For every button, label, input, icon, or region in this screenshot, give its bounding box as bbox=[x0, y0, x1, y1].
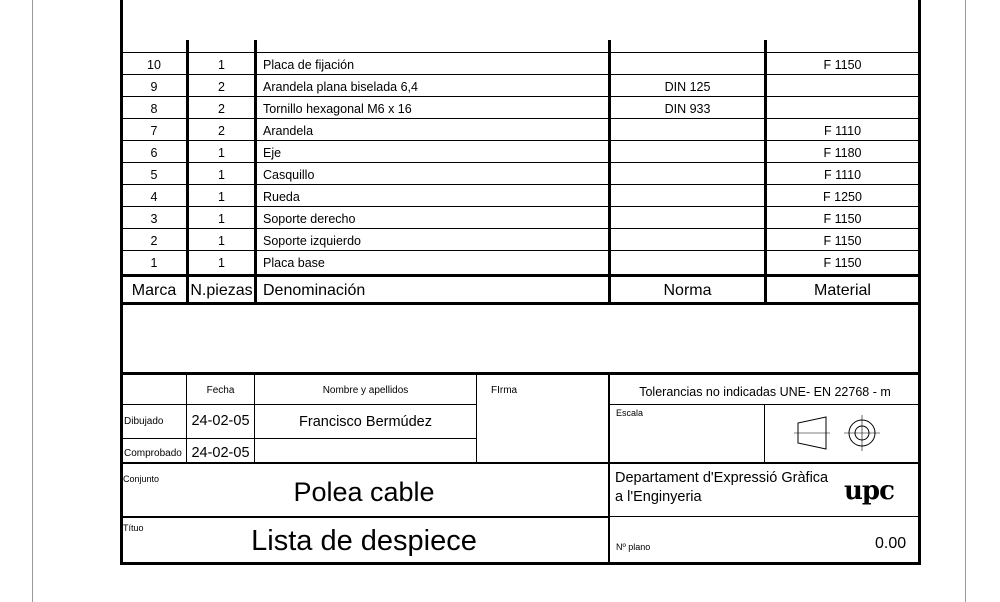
nplano-label: Nº plano bbox=[616, 542, 651, 552]
part-piezas: 1 bbox=[218, 234, 225, 248]
part-marca: 4 bbox=[150, 190, 158, 204]
part-norma: DIN 933 bbox=[664, 102, 711, 116]
upc-logo: upc bbox=[844, 476, 894, 506]
projection-symbol-icon bbox=[796, 415, 886, 455]
tb-hline-titulo bbox=[120, 516, 610, 518]
part-piezas: 1 bbox=[218, 146, 225, 160]
part-marca: 3 bbox=[150, 212, 158, 226]
part-denominacion: Soporte izquierdo bbox=[263, 234, 361, 248]
part-piezas: 1 bbox=[218, 168, 225, 182]
part-marca: 2 bbox=[150, 234, 158, 248]
part-material: F 1150 bbox=[823, 234, 862, 248]
part-denominacion: Soporte derecho bbox=[263, 212, 356, 226]
col-sep-piezas bbox=[254, 40, 257, 304]
part-denominacion: Placa base bbox=[263, 256, 325, 270]
part-row-line bbox=[120, 228, 921, 229]
header-marca: Marca bbox=[131, 282, 177, 299]
frame-right-border bbox=[918, 0, 921, 565]
tb-hline-conjunto bbox=[120, 462, 921, 464]
nplano-value: 0.00 bbox=[875, 535, 907, 552]
dibujado-nombre: Francisco Bermúdez bbox=[299, 414, 432, 430]
part-material: F 1250 bbox=[823, 190, 862, 204]
dibujado-fecha: 24-02-05 bbox=[191, 413, 250, 429]
part-row-line bbox=[120, 74, 921, 75]
departamento-line2: a l'Enginyeria bbox=[615, 489, 702, 505]
part-row-line bbox=[120, 140, 921, 141]
part-material: F 1150 bbox=[823, 256, 862, 270]
col-sep-denominacion bbox=[608, 40, 611, 304]
tb-vline-3 bbox=[476, 374, 477, 464]
dibujado-label: Dibujado bbox=[124, 416, 164, 427]
tb-hline-fecha bbox=[120, 404, 476, 405]
titulo-label: Títuo bbox=[123, 523, 144, 533]
comprobado-label: Comprobado bbox=[124, 448, 182, 459]
part-piezas: 2 bbox=[218, 102, 225, 116]
part-denominacion: Casquillo bbox=[263, 168, 315, 182]
header-piezas: N.piezas bbox=[190, 282, 253, 299]
tolerancias-label: Tolerancias no indicadas UNE- EN 22768 - m bbox=[639, 385, 891, 399]
conjunto-value: Polea cable bbox=[293, 477, 435, 507]
conjunto-label: Conjunto bbox=[123, 474, 160, 484]
header-material: Material bbox=[814, 282, 871, 299]
header-top-line bbox=[120, 274, 921, 277]
part-denominacion: Arandela bbox=[263, 124, 314, 138]
header-norma: Norma bbox=[663, 282, 712, 299]
part-piezas: 1 bbox=[218, 190, 225, 204]
header-denominacion: Denominación bbox=[263, 282, 366, 299]
frame-bottom-border bbox=[120, 562, 921, 565]
header-bottom-line bbox=[120, 302, 921, 305]
part-piezas: 1 bbox=[218, 256, 225, 270]
part-piezas: 1 bbox=[218, 212, 225, 226]
titleblock-top-line bbox=[120, 372, 921, 375]
part-piezas: 1 bbox=[218, 58, 225, 72]
part-row-line bbox=[120, 206, 921, 207]
part-material: F 1180 bbox=[823, 146, 862, 160]
part-denominacion: Placa de fijación bbox=[263, 58, 355, 72]
part-row-line bbox=[120, 250, 921, 251]
part-denominacion: Tornillo hexagonal M6 x 16 bbox=[263, 102, 412, 116]
part-marca: 9 bbox=[150, 80, 158, 94]
part-marca: 1 bbox=[150, 256, 158, 270]
comprobado-fecha: 24-02-05 bbox=[191, 445, 250, 461]
part-material: F 1150 bbox=[823, 212, 862, 226]
part-marca: 10 bbox=[147, 58, 161, 72]
part-row-line bbox=[120, 52, 921, 53]
part-marca: 5 bbox=[150, 168, 158, 182]
part-material: F 1110 bbox=[823, 124, 862, 138]
firma-label: FIrma bbox=[491, 385, 518, 396]
titulo-value: Lista de despiece bbox=[251, 525, 477, 557]
part-denominacion: Arandela plana biselada 6,4 bbox=[263, 80, 418, 94]
part-marca: 8 bbox=[150, 102, 158, 116]
departamento-line1: Departament d'Expressió Gràfica bbox=[615, 470, 829, 486]
part-denominacion: Eje bbox=[263, 146, 282, 160]
part-row-line bbox=[120, 96, 921, 97]
part-row-line bbox=[120, 118, 921, 119]
tb-hline-nplano bbox=[608, 516, 920, 517]
escala-label: Escala bbox=[616, 408, 644, 418]
tb-hline-dibujado bbox=[120, 438, 476, 439]
part-norma: DIN 125 bbox=[664, 80, 711, 94]
part-marca: 6 bbox=[150, 146, 158, 160]
part-material: F 1110 bbox=[823, 168, 862, 182]
part-marca: 7 bbox=[150, 124, 158, 138]
part-row-line bbox=[120, 184, 921, 185]
fecha-label: Fecha bbox=[206, 385, 235, 396]
tb-vline-4 bbox=[608, 374, 610, 562]
tb-vline-escala bbox=[764, 404, 765, 464]
part-row-line bbox=[120, 162, 921, 163]
part-piezas: 2 bbox=[218, 80, 225, 94]
part-material: F 1150 bbox=[823, 58, 862, 72]
part-denominacion: Rueda bbox=[263, 190, 300, 204]
part-piezas: 2 bbox=[218, 124, 225, 138]
nombre-label: Nombre y apellidos bbox=[322, 385, 409, 396]
